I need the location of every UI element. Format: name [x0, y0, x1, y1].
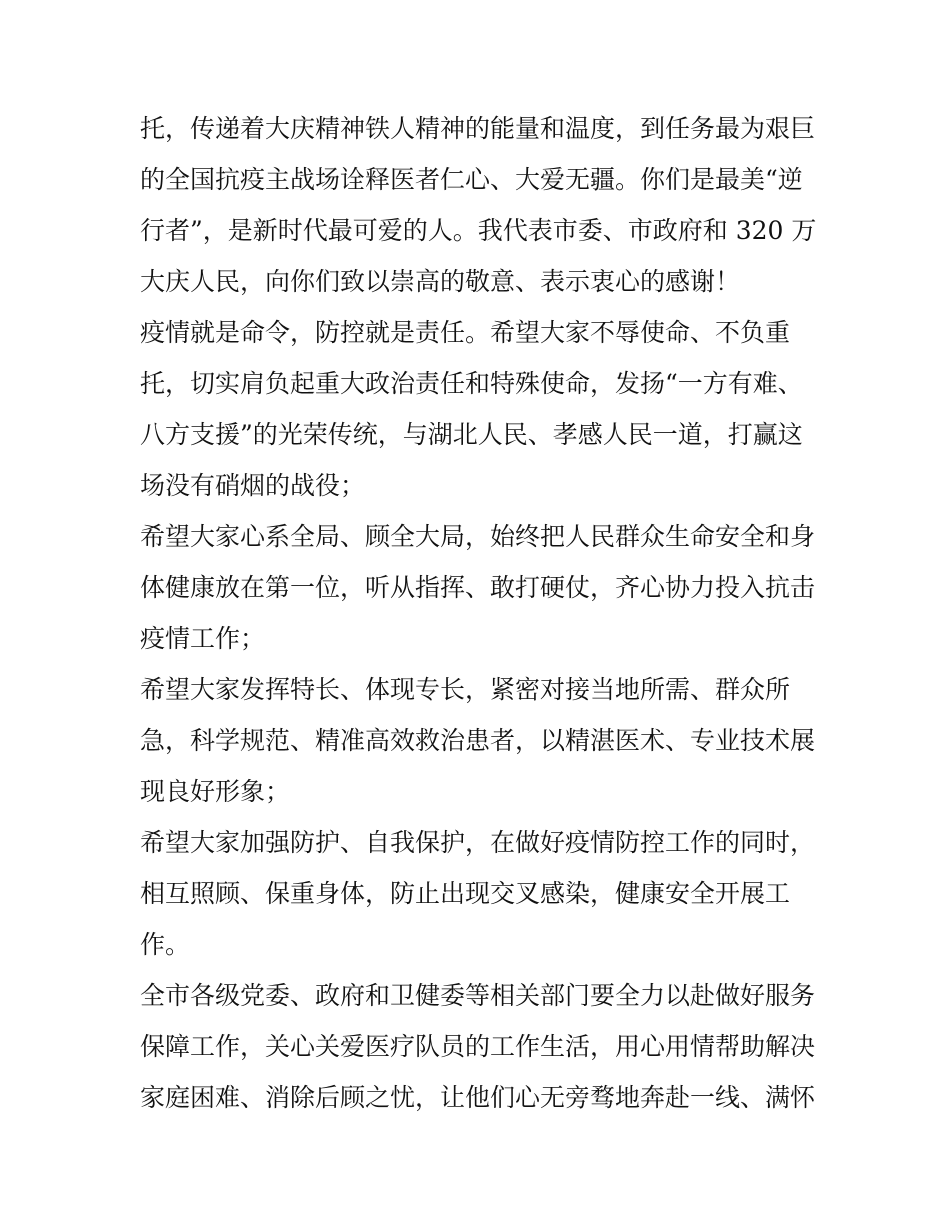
text-line: 现良好形象； — [140, 777, 291, 806]
text-line: 体健康放在第一位，听从指挥、敢打硬仗，齐心协力投入抗击 — [140, 573, 816, 602]
text-line: 的全国抗疫主战场诠释医者仁心、大爱无疆。你们是最美“逆 — [140, 165, 803, 194]
text-line: 家庭困难、消除后顾之忧，让他们心无旁骛地奔赴一线、满怀 — [140, 1083, 816, 1112]
text-line: 急，科学规范、精准高效救治患者，以精湛医术、专业技术展 — [140, 726, 816, 755]
document-body — [140, 103, 820, 1123]
text-line: 托，切实肩负起重大政治责任和特殊使命，发扬“一方有难、 — [140, 369, 803, 398]
text-line: 相互照顾、保重身体，防止出现交叉感染，健康安全开展工 — [140, 879, 791, 908]
text-line: 作。 — [140, 930, 191, 959]
text-line: 八方支援”的光荣传统，与湖北人民、孝感人民一道，打赢这 — [140, 420, 803, 449]
text-line: 疫情工作； — [140, 624, 266, 653]
text-line: 保障工作，关心关爱医疗队员的工作生活，用心用情帮助解决 — [140, 1032, 816, 1061]
text-line: 希望大家加强防护、自我保护，在做好疫情防控工作的同时， — [140, 828, 816, 857]
text-line: 希望大家发挥特长、体现专长，紧密对接当地所需、群众所 — [140, 675, 791, 704]
text-line: 场没有硝烟的战役； — [140, 471, 366, 500]
text-line: 希望大家心系全局、顾全大局，始终把人民群众生命安全和身 — [140, 522, 816, 551]
text-line: 行者”，是新时代最可爱的人。我代表市委、市政府和 320 万 — [140, 216, 817, 245]
text-line: 疫情就是命令，防控就是责任。希望大家不辱使命、不负重 — [140, 318, 791, 347]
text-line: 托，传递着大庆精神铁人精神的能量和温度，到任务最为艰巨 — [140, 114, 816, 143]
text-line: 大庆人民，向你们致以崇高的敬意、表示衷心的感谢！ — [140, 267, 741, 296]
text-line: 全市各级党委、政府和卫健委等相关部门要全力以赴做好服务 — [140, 981, 816, 1010]
